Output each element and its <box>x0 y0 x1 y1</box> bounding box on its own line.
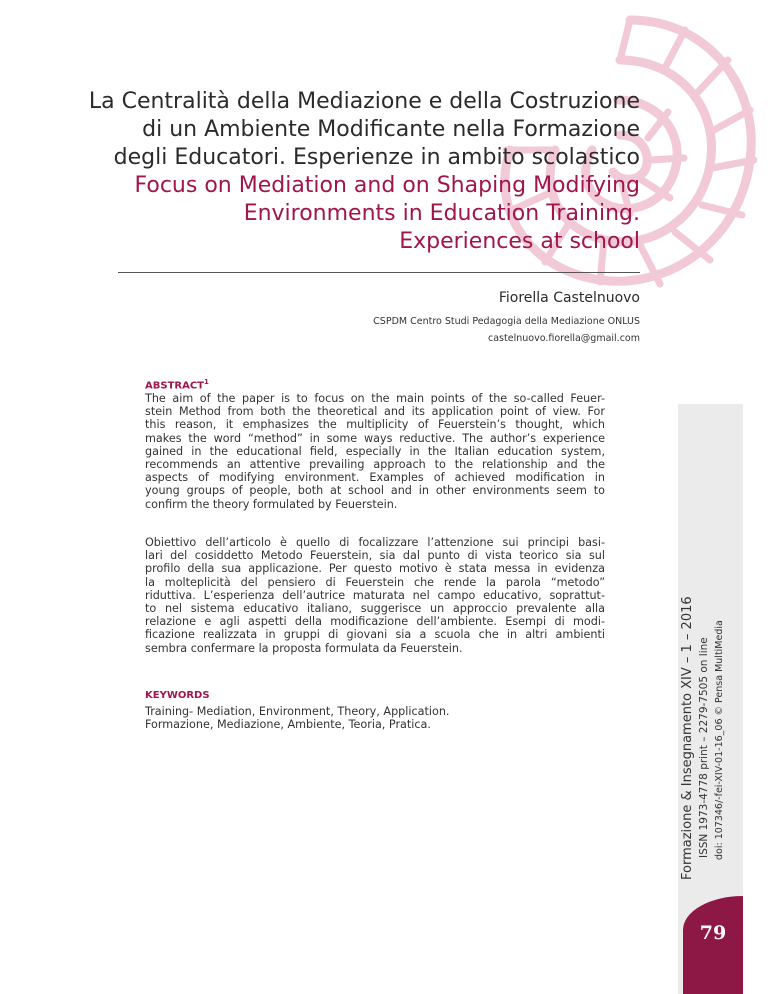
abstract-en-line: this reason, it emphasizes the multiplicity of Feuerstein’s thought, which <box>145 418 605 432</box>
abstract-en-line: stein Method from both the theoretical and its application point of view. For <box>145 405 605 419</box>
abstract-it-line: lari del cosiddetto Metodo Feuerstein, sia dal punto di vista teorico sia sul <box>145 549 605 563</box>
title-divider <box>118 272 640 273</box>
abstract-it-line: profilo della sua applicazione. Per questo motivo è stata messa in evidenza <box>145 562 605 576</box>
abstract-it-line: relazione e agli aspetti della modificazione dell’ambiente. Esempi di modi- <box>145 615 605 629</box>
abstract-it-line: la molteplicità del pensiero di Feuerstein che rende la parola “metodo” <box>145 575 605 589</box>
journal-issn: ISSN 1973-4778 print – 2279-7505 on line <box>698 637 710 858</box>
abstract-it-line: riduttiva. L’esperienza dell’autrice maturata nel campo educativo, soprattut- <box>145 588 605 602</box>
abstract-it-line: Obiettivo dell’articolo è quello di focalizzare l’attenzione sui principi basi- <box>145 536 605 549</box>
abstract-en-line: gained in the educational field, especially in the Italian education system, <box>145 444 605 458</box>
title-en-line: Experiences at school <box>399 229 640 254</box>
abstract-heading-text: ABSTRACT <box>145 380 204 392</box>
page-number-tab <box>683 896 743 994</box>
keywords-en: Training- Mediation, Environment, Theory, Application. <box>145 705 450 718</box>
journal-name: Formazione & Insegnamento XIV – 1 – 2016 <box>680 596 695 880</box>
abstract-en-line: young groups of people, both at school and in other environments seem to <box>145 484 605 498</box>
abstract-en-line: aspects of modifying environment. Examples of achieved modification in <box>145 471 605 485</box>
keywords-it: Formazione, Mediazione, Ambiente, Teoria, Pratica. <box>145 718 431 732</box>
title-it-line: degli Educatori. Esperienze in ambito scolastico <box>113 145 640 170</box>
abstract-en <box>145 392 605 511</box>
title-en-line: Environments in Education Training. <box>243 201 640 226</box>
abstract-it-line: ficazione realizzata in gruppi di giovani sia a scuola che in altri ambienti <box>145 628 605 642</box>
abstract-en-line: makes the word “method” in some ways reductive. The author’s experience <box>145 431 605 445</box>
title-it-line: di un Ambiente Modificante nella Formazione <box>142 117 640 142</box>
abstract-it <box>145 536 605 655</box>
title-it-line: La Centralità della Mediazione e della Costruzione <box>88 89 640 114</box>
abstract-heading <box>145 378 209 391</box>
title-en-line: Focus on Mediation and on Shaping Modifying <box>134 173 640 198</box>
abstract-en-line: confirm the theory formulated by Feuerstein. <box>145 497 398 511</box>
author-name: Fiorella Castelnuovo <box>498 290 640 306</box>
keywords-heading: KEYWORDS <box>145 690 210 701</box>
journal-doi: doi: 107346/-fei-XIV-01-16_06 © Pensa MultiMedia <box>714 620 725 860</box>
author-email[interactable]: castelnuovo.fiorella@gmail.com <box>488 333 640 344</box>
abstract-it-line: to nel sistema educativo italiano, suggerisce un approccio prevalente alla <box>145 602 605 616</box>
abstract-it-line: sembra confermare la proposta formulata da Feuerstein. <box>145 641 463 655</box>
article-title <box>80 88 640 256</box>
page-number: 79 <box>699 922 727 944</box>
author-affiliation: CSPDM Centro Studi Pedagogia della Mediazione ONLUS <box>373 316 640 327</box>
abstract-en-line: recommends an attentive prevailing approach to the relationship and the <box>145 458 605 472</box>
abstract-en-line: The aim of the paper is to focus on the main points of the so-called Feuer- <box>145 392 605 405</box>
footnote-mark[interactable]: 1 <box>203 378 209 386</box>
keywords-list <box>145 705 605 731</box>
